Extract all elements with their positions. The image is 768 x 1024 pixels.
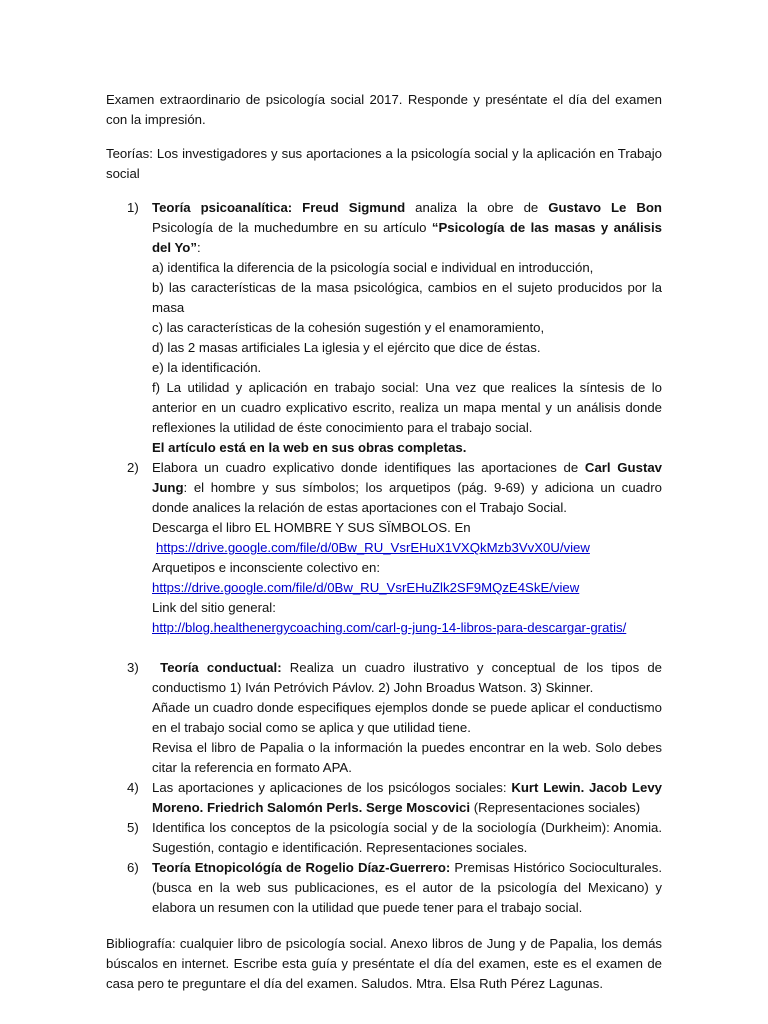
item-bold-part: Kurt Lewin. Jacob Levy Moreno. Friedrich Salomón Perls. Serge Moscovici <box>152 780 662 815</box>
archetypes-label: Arquetipos e inconsciente colectivo en: <box>152 560 380 575</box>
sub-item-e: e) la identificación. <box>152 360 262 375</box>
item-text-part: Psicología de la muchedumbre en su artículo <box>152 220 432 235</box>
sub-item-c: c) las características de la cohesión sugestión y el enamoramiento, <box>152 320 545 335</box>
bibliography-paragraph: Bibliografía: cualquier libro de psicología social. Anexo libros de Jung y de Papalia, los demás búscalos en internet. Escribe esta guía y preséntate el día del examen, este es el examen de casa pero te preguntare el día del examen. Saludos. Mtra. Elsa Ruth Pérez Lagunas. <box>106 936 662 991</box>
item-title: Teoría psicoanalítica: Freud Sigmund <box>152 200 406 215</box>
item-bold-part: Teoría Etnopicológía de Rogelio Díaz-Guerrero: <box>152 860 451 875</box>
item-text-part: Añade un cuadro donde especifiques ejemplos donde se puede aplicar el conductismo en el trabajo social como se aplica y que utilidad tiene. <box>152 700 662 735</box>
task-number: 1) <box>127 200 139 215</box>
item-text-part: Las aportaciones y aplicaciones de los psicólogos sociales: <box>152 780 512 795</box>
item-bold-part: Carl Gustav Jung <box>152 460 663 495</box>
link-arquetipos[interactable]: https://drive.google.com/file/d/0Bw_RU_VsrEHuZlk2SF9MQzE4SkE/view <box>152 580 580 595</box>
item-text <box>152 200 662 255</box>
item-text: Identifica los conceptos de la psicología social y de la sociología (Durkheim): Anomia. Sugestión, contagio e identificación. Representaciones sociales. <box>152 820 662 855</box>
item-text <box>152 778 662 818</box>
item-text-part: Premisas Histórico Socioculturales. (busca en la web sus publicaciones, es el autor de la psicología del Mexicano) y elabora un resumen con la utilidad que puede tener para el trabajo social. <box>152 860 662 915</box>
item-text <box>152 458 662 518</box>
item-text-part: analiza la obre de <box>405 200 549 215</box>
intro-paragraph: Examen extraordinario de psicología social 2017. Responde y preséntate el día del examen con la impresión. <box>106 92 662 127</box>
general-site-label: Link del sitio general: <box>152 600 276 615</box>
sub-item-b: b) las características de la masa psicológica, cambios en el sujeto producidos por la masa <box>152 280 662 315</box>
theories-heading: Teorías: Los investigadores y sus aportaciones a la psicología social y la aplicación en Trabajo social <box>106 146 662 181</box>
task-number: 5) <box>127 820 139 835</box>
task-item-4 <box>106 778 662 818</box>
task-number: 2) <box>127 460 139 475</box>
item-text-part: Elabora un cuadro explicativo donde identifiques las aportaciones de <box>152 460 585 475</box>
item-text-part: (Representaciones sociales) <box>470 800 641 815</box>
item-note: El artículo está en la web en sus obras completas. <box>152 440 467 455</box>
item-text <box>152 658 662 698</box>
item-text-part: : el hombre y sus símbolos; los arquetipos (pág. 9-69) y adiciona un cuadro donde analices la relación de estas aportaciones con el Trabajo Social. <box>152 480 662 515</box>
item-text-part: Revisa el libro de Papalia o la información la puedes encontrar en la web. Solo debes citar la referencia en formato APA. <box>152 740 662 775</box>
task-item-1 <box>106 198 662 458</box>
sub-item-d: d) las 2 masas artificiales La iglesia y el ejército que dice de éstas. <box>152 340 541 355</box>
download-label: Descarga el libro EL HOMBRE Y SUS SÏMBOLOS. En <box>152 520 471 535</box>
link-hombre-simbolos[interactable]: https://drive.google.com/file/d/0Bw_RU_VsrEHuX1VXQkMzb3VvX0U/view <box>156 540 590 555</box>
link-general-site[interactable]: http://blog.healthenergycoaching.com/carl-g-jung-14-libros-para-descargar-gratis/ <box>152 620 627 635</box>
sub-item-f: f) La utilidad y aplicación en trabajo social: Una vez que realices la síntesis de lo anterior en un cuadro explicativo escrito, realiza un mapa mental y un análisis donde reflexiones la utilidad de éste conocimiento para el trabajo social. <box>152 380 662 435</box>
task-number: 6) <box>127 860 139 875</box>
item-text <box>152 858 662 918</box>
task-list <box>106 198 662 918</box>
task-item-2 <box>106 458 662 658</box>
item-title: Teoría conductual: <box>160 660 282 675</box>
exam-document <box>106 90 662 1008</box>
task-item-5 <box>106 818 662 858</box>
task-item-6 <box>106 858 662 918</box>
item-text-part: : <box>196 240 201 255</box>
sub-item-a: a) identifica la diferencia de la psicología social e individual en introducción, <box>152 260 594 275</box>
task-number: 4) <box>127 780 139 795</box>
item-bold-part: Gustavo Le Bon <box>548 200 662 215</box>
task-item-3 <box>106 658 662 778</box>
item-text-part: Realiza un cuadro ilustrativo y conceptual de los tipos de conductismo 1) Iván Petróvich Pávlov. 2) John Broadus Watson. 3) Skinner. <box>152 660 662 695</box>
task-number: 3) <box>127 660 139 675</box>
item-bold-part: “Psicología de las masas y análisis del Yo” <box>152 220 663 255</box>
